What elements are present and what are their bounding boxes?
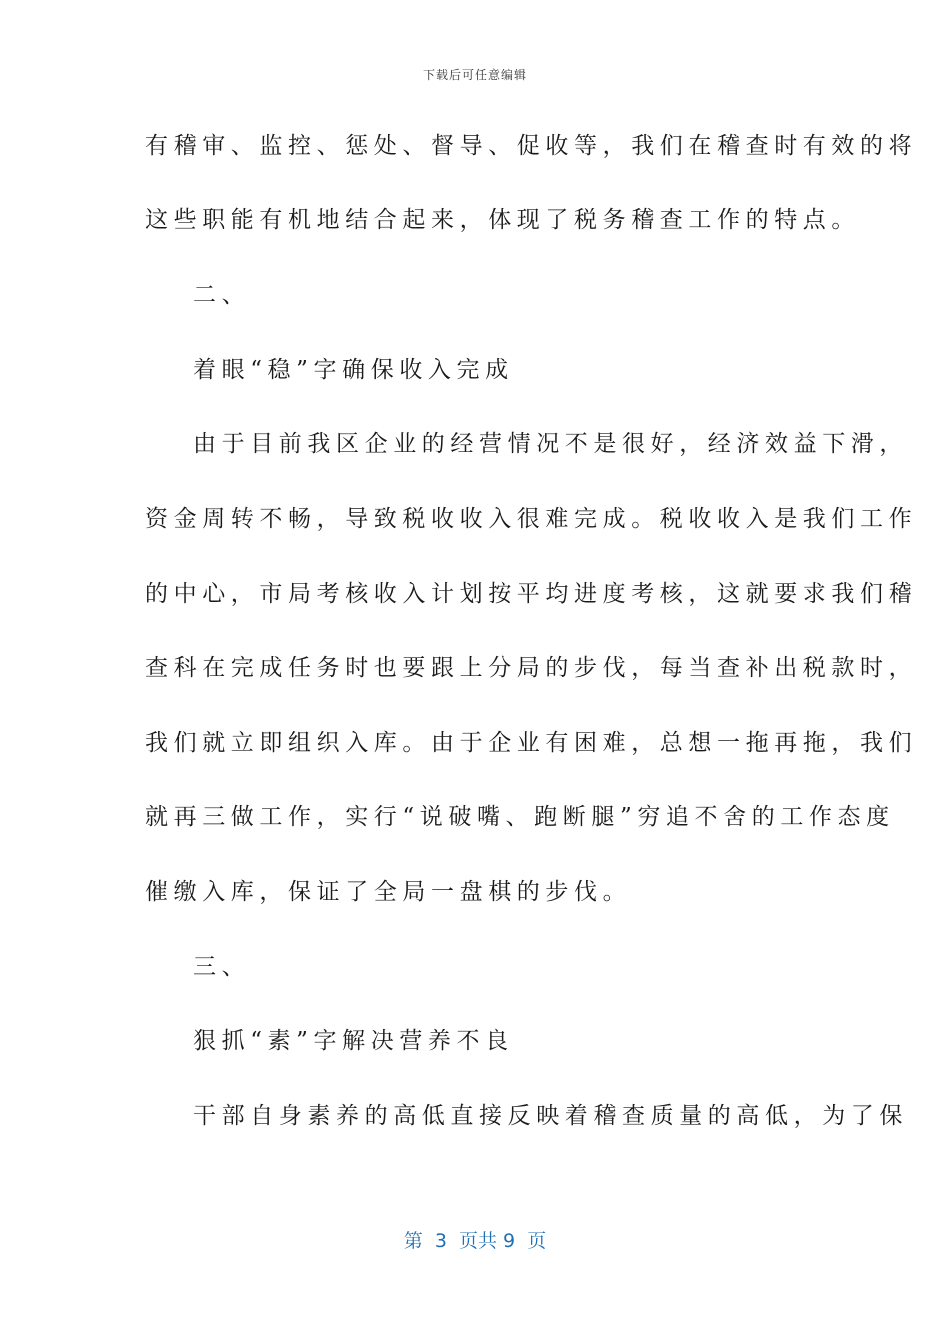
body-line: 资金周转不畅，导致税收收入很难完成。税收收入是我们工作 (145, 506, 918, 532)
body-line: 催缴入库，保证了全局一盘棋的步伐。 (145, 879, 632, 905)
section-number: 三、 (193, 954, 251, 980)
body-line: 就再三做工作，实行“说破嘴、跑断腿”穷追不舍的工作态度 (145, 804, 895, 830)
paragraph-first-line: 干部自身素养的高低直接反映着稽查质量的高低，为了保 (193, 1103, 908, 1129)
body-line: 查科在完成任务时也要跟上分局的步伐，每当查补出税款时， (145, 655, 918, 681)
body-line: 这些职能有机地结合起来，体现了税务稽查工作的特点。 (145, 207, 860, 233)
body-line: 的中心，市局考核收入计划按平均进度考核，这就要求我们稽 (145, 581, 918, 607)
body-line: 有稽审、监控、惩处、督导、促收等，我们在稽查时有效的将 (145, 133, 918, 159)
page-indicator: 第 3 页共 9 页 (403, 1230, 547, 1252)
header-note: 下载后可任意编辑 (422, 68, 527, 82)
section-number: 二、 (193, 282, 251, 308)
section-heading: 着眼“稳”字确保收入完成 (193, 357, 514, 383)
section-heading: 狠抓“素”字解决营养不良 (193, 1028, 514, 1054)
body-line: 我们就立即组织入库。由于企业有困难，总想一拖再拖，我们 (145, 730, 918, 756)
paragraph-first-line: 由于目前我区企业的经营情况不是很好，经济效益下滑， (193, 431, 908, 457)
